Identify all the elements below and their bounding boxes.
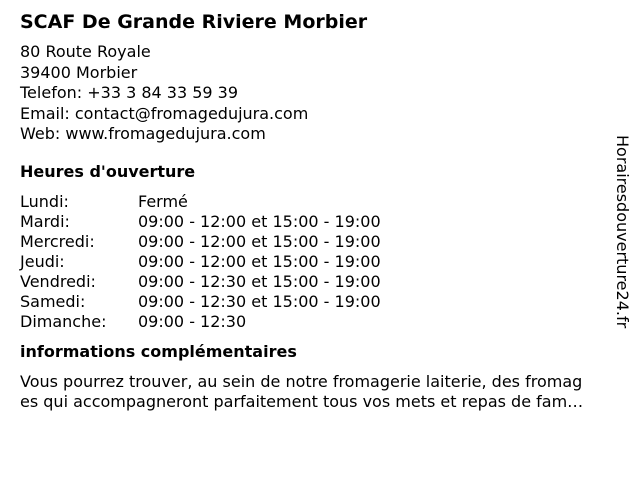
hours-heading: Heures d'ouverture: [20, 161, 196, 181]
day-label: Lundi:: [20, 191, 69, 211]
hours-row-friday: [20, 272, 610, 292]
day-label: Samedi:: [20, 291, 86, 311]
address-line-1: 80 Route Royale: [20, 42, 151, 61]
hours-value: 09:00 - 12:00 et 15:00 - 19:00: [138, 211, 381, 231]
opening-hours-table: [20, 192, 610, 332]
hours-value: 09:00 - 12:00 et 15:00 - 19:00: [138, 231, 381, 251]
hours-row-saturday: [20, 292, 610, 312]
hours-row-sunday: [20, 312, 610, 332]
hours-value: Fermé: [138, 191, 188, 211]
description-line-2: es qui accompagneront parfaitement tous vos mets et repas de fam…: [20, 391, 584, 411]
day-label: Vendredi:: [20, 271, 96, 291]
phone-line: Telefon: +33 3 84 33 59 39: [20, 83, 239, 102]
site-watermark: Horairesdouverture24.fr: [613, 135, 632, 329]
hours-row-thursday: [20, 252, 610, 272]
description-line-1: Vous pourrez trouver, au sein de notre fromagerie laiterie, des fromag: [20, 371, 583, 391]
extra-info-description: [20, 372, 630, 412]
hours-value: 09:00 - 12:00 et 15:00 - 19:00: [138, 251, 381, 271]
day-label: Mercredi:: [20, 231, 95, 251]
web-line: Web: www.fromagedujura.com: [20, 124, 266, 143]
hours-value: 09:00 - 12:30 et 15:00 - 19:00: [138, 291, 381, 311]
hours-value: 09:00 - 12:30 et 15:00 - 19:00: [138, 271, 381, 291]
hours-row-tuesday: [20, 212, 610, 232]
day-label: Dimanche:: [20, 311, 107, 331]
hours-row-monday: [20, 192, 610, 212]
address-line-2: 39400 Morbier: [20, 62, 138, 82]
day-label: Jeudi:: [20, 251, 65, 271]
day-label: Mardi:: [20, 211, 70, 231]
business-card: [20, 10, 610, 412]
business-name: SCAF De Grande Riviere Morbier: [20, 11, 368, 33]
hours-value: 09:00 - 12:30: [138, 311, 247, 331]
extra-info-heading: informations complémentaires: [20, 341, 297, 361]
hours-row-wednesday: [20, 232, 610, 252]
email-line: Email: contact@fromagedujura.com: [20, 103, 309, 123]
